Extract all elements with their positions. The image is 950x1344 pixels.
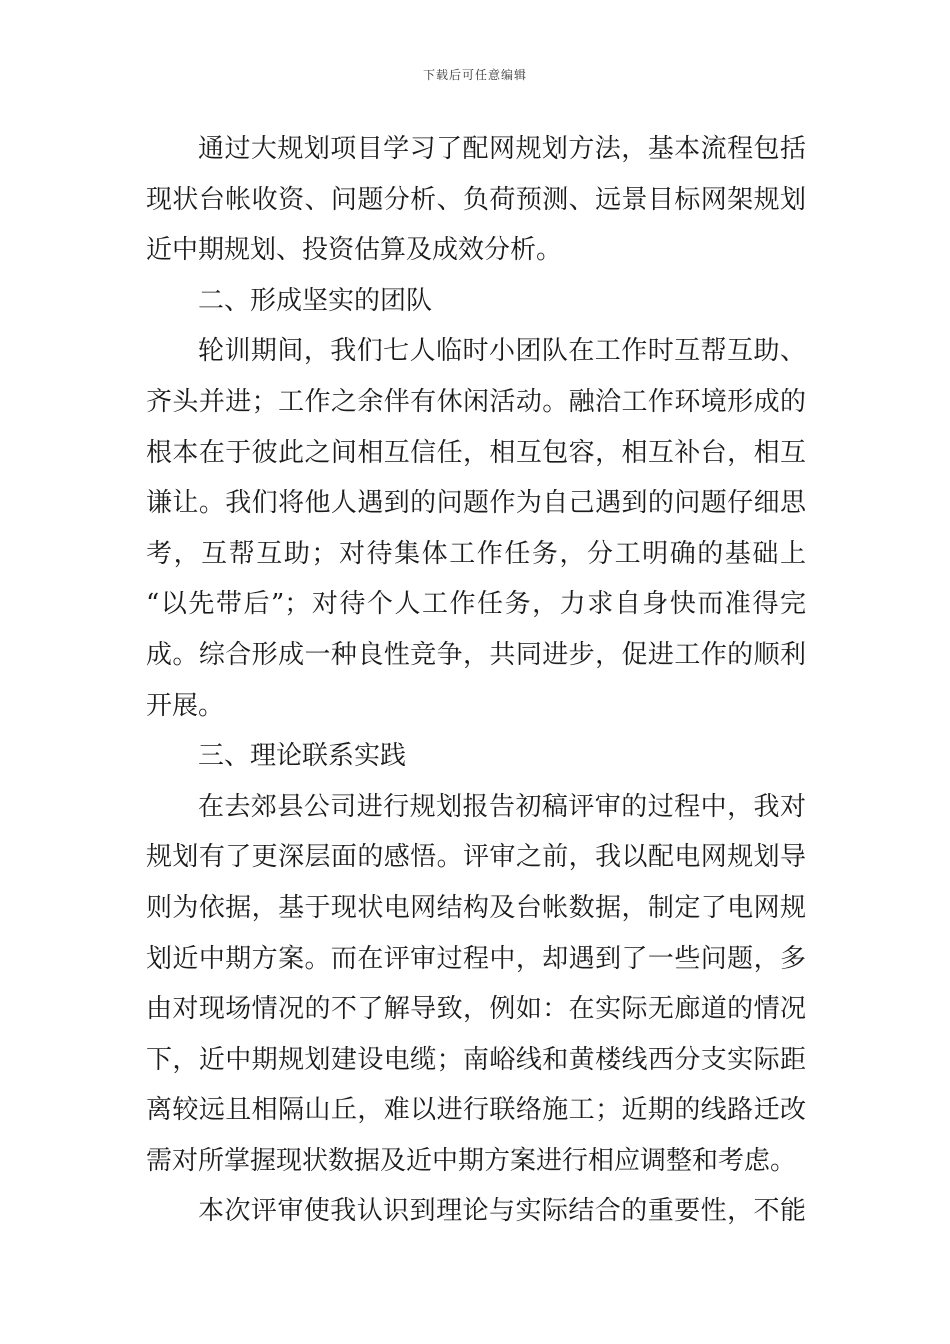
section-heading: 二、形成坚实的团队 xyxy=(198,285,433,316)
page-header: 下载后可任意编辑 xyxy=(422,68,527,82)
text-line: 根本在于彼此之间相互信任，相互包容，相互补台，相互 xyxy=(146,437,806,468)
text-line: 近中期规划、投资估算及成效分析。 xyxy=(146,235,563,266)
text-line: 在去郊县公司进行规划报告初稿评审的过程中，我对 xyxy=(198,791,806,822)
text-line: 现状台帐收资、问题分析、负荷预测、远景目标网架规划 xyxy=(146,184,806,215)
text-line: 成。综合形成一种良性竞争，共同进步，促进工作的顺利 xyxy=(146,639,806,670)
text-line: 轮训期间，我们七人临时小团队在工作时互帮互助、 xyxy=(198,336,806,367)
text-line: 由对现场情况的不了解导致，例如：在实际无廊道的情况 xyxy=(146,994,806,1025)
document-body xyxy=(146,124,806,1237)
text-line: 谦让。我们将他人遇到的问题作为自己遇到的问题仔细思 xyxy=(146,488,806,519)
text-line: 通过大规划项目学习了配网规划方法，基本流程包括 xyxy=(198,134,806,164)
text-line: “以先带后”；对待个人工作任务，力求自身快而准得完 xyxy=(146,589,806,620)
text-line: 需对所掌握现状数据及近中期方案进行相应调整和考虑。 xyxy=(146,1145,797,1176)
text-line: 离较远且相隔山丘，难以进行联络施工；近期的线路迁改 xyxy=(146,1095,806,1126)
text-line: 规划有了更深层面的感悟。评审之前，我以配电网规划导 xyxy=(146,842,806,873)
text-line: 齐头并进；工作之余伴有休闲活动。融洽工作环境形成的 xyxy=(146,386,806,417)
text-line: 本次评审使我认识到理论与实际结合的重要性，不能 xyxy=(198,1196,806,1227)
text-line: 开展。 xyxy=(146,690,225,721)
section-heading: 三、理论联系实践 xyxy=(198,741,407,772)
text-line: 考，互帮互助；对待集体工作任务，分工明确的基础上 xyxy=(146,538,806,569)
text-line: 划近中期方案。而在评审过程中，却遇到了一些问题，多 xyxy=(146,943,806,974)
text-line: 则为依据，基于现状电网结构及台帐数据，制定了电网规 xyxy=(146,892,806,923)
text-line: 下，近中期规划建设电缆；南峪线和黄楼线西分支实际距 xyxy=(146,1044,806,1075)
